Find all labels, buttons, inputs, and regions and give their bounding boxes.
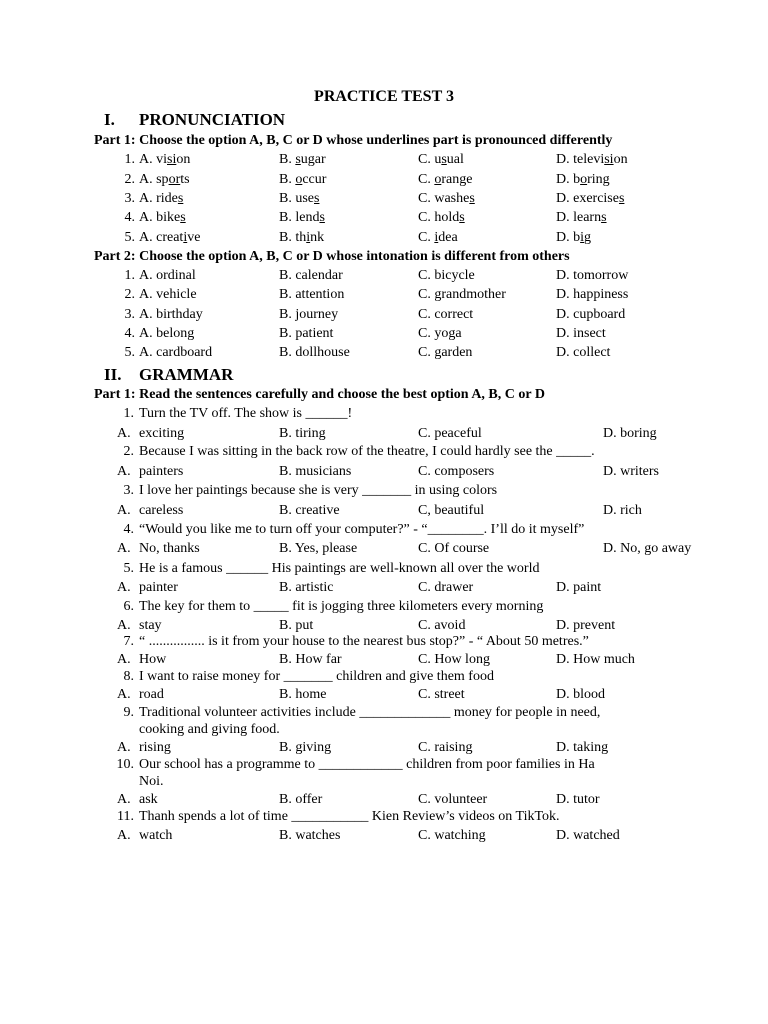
options-row	[0, 792, 768, 810]
option-a: road	[139, 687, 164, 702]
options-row	[0, 464, 768, 482]
underlined-sound: s	[459, 210, 465, 225]
question-text: He is a famous ______ His paintings are well-known all over the world	[139, 561, 540, 576]
question-row	[0, 307, 768, 325]
options-row	[0, 503, 768, 521]
underlined-sound: o	[580, 172, 588, 187]
option-letter-a: A.	[117, 503, 131, 518]
option-d: D. learns	[556, 210, 607, 225]
underlined-sound: i	[580, 230, 585, 245]
question-number: 4.	[123, 522, 134, 537]
option-d: D. big	[556, 230, 592, 245]
underlined-sound: s	[618, 191, 625, 206]
option-c: C. street	[418, 687, 465, 702]
question-text: I want to raise money for _______ children and give them food	[139, 669, 494, 684]
option-a: No, thanks	[139, 541, 200, 556]
option-a: stay	[139, 618, 162, 633]
option-d: D. happiness	[556, 287, 629, 302]
option-c: C, beautiful	[418, 503, 485, 518]
option-c: C. idea	[418, 230, 458, 245]
option-b: B. lends	[279, 210, 325, 225]
question-text: “Would you like me to turn off your computer?” - “________. I’ll do it myself”	[139, 522, 585, 537]
option-a: How	[139, 652, 167, 667]
options-row	[0, 541, 768, 559]
option-a: painter	[139, 580, 178, 595]
option-d: D. taking	[556, 740, 609, 755]
option-a: ask	[139, 792, 158, 807]
option-b: B. watches	[279, 828, 341, 843]
option-b: B. home	[279, 687, 327, 702]
option-d: D. prevent	[556, 618, 616, 633]
option-d: D. writers	[603, 464, 659, 479]
question-text: Because I was sitting in the back row of the theatre, I could hardly see the _____.	[139, 444, 595, 459]
question-text-continued: Noi.	[139, 774, 164, 789]
option-b: B. offer	[279, 792, 323, 807]
question-row	[0, 757, 768, 775]
section-heading-grammar: II. GRAMMAR	[104, 365, 234, 384]
question-number: 2.	[124, 172, 135, 187]
section-heading-pronunciation: I. PRONUNCIATION	[104, 110, 286, 129]
option-b: B. creative	[279, 503, 340, 518]
underlined-sound: s	[469, 191, 475, 206]
options-row	[0, 652, 768, 670]
question-row	[0, 599, 768, 617]
option-c: C. bicycle	[418, 268, 475, 283]
options-row	[0, 740, 768, 758]
option-letter-a: A.	[117, 580, 131, 595]
option-b: B. journey	[279, 307, 339, 322]
question-row	[0, 444, 768, 462]
question-number: 1.	[124, 152, 135, 167]
question-row	[0, 561, 768, 579]
option-a: A. sports	[139, 172, 190, 187]
option-b: B. put	[279, 618, 314, 633]
underlined-sound: i	[306, 230, 311, 245]
option-a: A. creative	[139, 230, 201, 245]
question-number: 7.	[123, 634, 134, 649]
question-text: The key for them to _____ fit is jogging three kilometers every morning	[139, 599, 544, 614]
question-text: Traditional volunteer activities include _____________ money for people in need,	[139, 705, 601, 720]
question-row	[0, 483, 768, 501]
underlined-sound: s	[295, 152, 301, 167]
option-a: A. vehicle	[139, 287, 197, 302]
option-c: C. yoga	[418, 326, 462, 341]
underlined-sound: s	[441, 152, 447, 167]
option-c: C. How long	[418, 652, 490, 667]
question-number: 8.	[123, 669, 134, 684]
question-continuation	[0, 774, 768, 792]
part-instruction-grammar-1: Part 1: Read the sentences carefully and choose the best option A, B, C or D	[94, 387, 545, 402]
option-b: B. artistic	[279, 580, 334, 595]
option-a: A. belong	[139, 326, 195, 341]
option-b: B. How far	[279, 652, 342, 667]
question-row	[0, 809, 768, 827]
question-number: 2.	[124, 287, 135, 302]
question-text-continued: cooking and giving food.	[139, 722, 280, 737]
question-row	[0, 152, 768, 170]
option-letter-a: A.	[117, 618, 131, 633]
option-c: C. grandmother	[418, 287, 506, 302]
option-c: C. correct	[418, 307, 474, 322]
question-text: Thanh spends a lot of time ___________ Kien Review’s videos on TikTok.	[139, 809, 560, 824]
option-d: D. cupboard	[556, 307, 626, 322]
option-letter-a: A.	[117, 652, 131, 667]
option-letter-a: A.	[117, 792, 131, 807]
option-b: B. tiring	[279, 426, 326, 441]
option-c: C. garden	[418, 345, 473, 360]
option-c: C. orange	[418, 172, 473, 187]
option-b: B. occur	[279, 172, 327, 187]
option-b: B. patient	[279, 326, 334, 341]
question-text: Turn the TV off. The show is ______!	[139, 406, 353, 421]
question-row	[0, 230, 768, 248]
question-number: 1.	[124, 268, 135, 283]
question-number: 2.	[123, 444, 134, 459]
question-number: 3.	[123, 483, 134, 498]
option-d: D. television	[556, 152, 628, 167]
option-c: C. raising	[418, 740, 473, 755]
option-d: D. boring	[603, 426, 657, 441]
question-number: 9.	[123, 705, 134, 720]
options-row	[0, 687, 768, 705]
question-number: 4.	[124, 326, 135, 341]
options-row	[0, 426, 768, 444]
question-row	[0, 345, 768, 363]
option-letter-a: A.	[117, 740, 131, 755]
option-letter-a: A.	[117, 426, 131, 441]
underlined-sound: s	[601, 210, 607, 225]
option-letter-a: A.	[117, 828, 131, 843]
option-b: B. sugar	[279, 152, 326, 167]
option-d: D. How much	[556, 652, 635, 667]
option-a: rising	[139, 740, 171, 755]
question-number: 10.	[116, 757, 134, 772]
option-letter-a: A.	[117, 687, 131, 702]
option-b: B. giving	[279, 740, 332, 755]
option-b: B. dollhouse	[279, 345, 350, 360]
underlined-sound: o	[434, 172, 442, 187]
question-row	[0, 172, 768, 190]
option-a: watch	[139, 828, 173, 843]
option-a: A. rides	[139, 191, 184, 206]
option-letter-a: A.	[117, 464, 131, 479]
option-a: A. ordinal	[139, 268, 196, 283]
question-text: Our school has a programme to ____________ children from poor families in Ha	[139, 757, 595, 772]
option-d: D. No, go away	[603, 541, 692, 556]
option-a: A. vision	[139, 152, 191, 167]
question-number: 3.	[124, 307, 135, 322]
underlined-sound: i	[434, 230, 439, 245]
option-c: C. drawer	[418, 580, 474, 595]
option-a: A. birthday	[139, 307, 203, 322]
underlined-sound: o	[295, 172, 303, 187]
option-c: C. usual	[418, 152, 464, 167]
option-b: B. musicians	[279, 464, 352, 479]
option-c: C. composers	[418, 464, 495, 479]
question-number: 11.	[117, 809, 134, 824]
options-row	[0, 828, 768, 846]
underlined-sound: or	[168, 172, 181, 187]
question-row	[0, 705, 768, 723]
option-a: A. cardboard	[139, 345, 213, 360]
option-b: B. attention	[279, 287, 345, 302]
option-d: D. tutor	[556, 792, 600, 807]
question-number: 5.	[124, 230, 135, 245]
underlined-sound: s	[177, 191, 184, 206]
underlined-sound: s	[314, 191, 320, 206]
option-b: B. Yes, please	[279, 541, 358, 556]
question-row	[0, 406, 768, 424]
underlined-sound: i	[183, 230, 188, 245]
option-a: careless	[139, 503, 184, 518]
question-row	[0, 191, 768, 209]
question-number: 5.	[123, 561, 134, 576]
question-number: 4.	[124, 210, 135, 225]
option-c: C. avoid	[418, 618, 466, 633]
option-d: D. collect	[556, 345, 611, 360]
option-c: C. watching	[418, 828, 486, 843]
part-instruction-pronunciation-1: Part 1: Choose the option A, B, C or D whose underlines part is pronounced differently	[94, 133, 613, 148]
question-number: 3.	[124, 191, 135, 206]
option-d: D. boring	[556, 172, 610, 187]
option-d: D. blood	[556, 687, 605, 702]
question-number: 6.	[123, 599, 134, 614]
question-text: “ ................ is it from your house to the nearest bus stop?” - “ About 50 metres.”	[139, 634, 589, 649]
option-a: painters	[139, 464, 184, 479]
underlined-sound: si	[604, 152, 614, 167]
question-continuation	[0, 722, 768, 740]
options-row	[0, 580, 768, 598]
option-c: C. volunteer	[418, 792, 488, 807]
option-d: D. rich	[603, 503, 642, 518]
option-a: exciting	[139, 426, 185, 441]
option-c: C. Of course	[418, 541, 490, 556]
question-row	[0, 326, 768, 344]
part-instruction-pronunciation-2: Part 2: Choose the option A, B, C or D whose intonation is different from others	[94, 249, 570, 264]
option-c: C. holds	[418, 210, 465, 225]
underlined-sound: si	[167, 152, 177, 167]
option-c: C. peaceful	[418, 426, 482, 441]
question-row	[0, 669, 768, 687]
option-d: D. exercises	[556, 191, 625, 206]
option-letter-a: A.	[117, 541, 131, 556]
underlined-sound: s	[180, 210, 186, 225]
option-d: D. watched	[556, 828, 620, 843]
question-row	[0, 287, 768, 305]
question-row	[0, 634, 768, 652]
option-d: D. insect	[556, 326, 606, 341]
option-b: B. uses	[279, 191, 320, 206]
underlined-sound: s	[319, 210, 325, 225]
option-b: B. think	[279, 230, 325, 245]
question-number: 1.	[123, 406, 134, 421]
question-row	[0, 210, 768, 228]
option-a: A. bikes	[139, 210, 186, 225]
page-title: PRACTICE TEST 3	[314, 88, 454, 105]
option-c: C. washes	[418, 191, 475, 206]
question-text: I love her paintings because she is very _______ in using colors	[139, 483, 498, 498]
question-number: 5.	[124, 345, 135, 360]
question-row	[0, 522, 768, 540]
option-b: B. calendar	[279, 268, 343, 283]
option-d: D. tomorrow	[556, 268, 629, 283]
question-row	[0, 268, 768, 286]
option-d: D. paint	[556, 580, 602, 595]
